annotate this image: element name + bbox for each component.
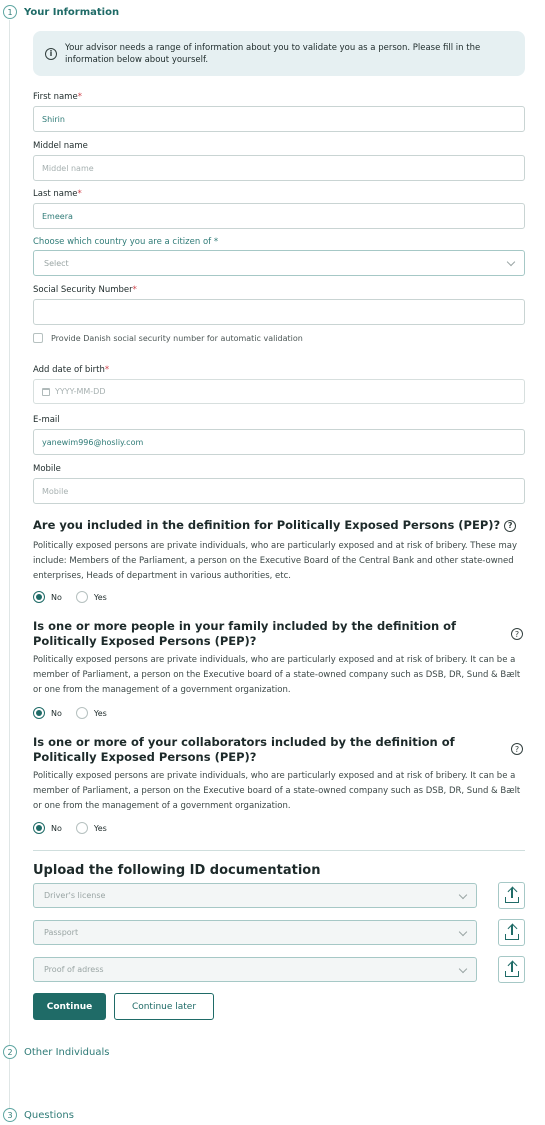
help-icon[interactable]: ? <box>511 628 523 640</box>
mobile-input[interactable] <box>33 478 525 504</box>
calendar-icon <box>42 388 50 396</box>
last-name-input[interactable] <box>33 203 525 229</box>
first-name-label: First name* <box>33 92 82 102</box>
step-title: Questions <box>24 1109 74 1121</box>
info-banner <box>33 31 525 76</box>
country-select[interactable] <box>33 250 525 276</box>
continue-later-button[interactable]: Continue later <box>114 993 214 1020</box>
step-title: Other Individuals <box>24 1046 110 1058</box>
family-pep-radio-no-label: No <box>51 708 62 718</box>
first-name-input[interactable] <box>33 106 525 132</box>
help-icon[interactable]: ? <box>504 520 516 532</box>
upload-passport-button[interactable] <box>498 919 525 946</box>
ssn-validation-label: Provide Danish social security number for automatic validation <box>51 333 303 343</box>
family-pep-radio-no[interactable] <box>33 707 45 719</box>
collaborators-pep-radio-no[interactable] <box>33 822 45 834</box>
middle-name-input[interactable] <box>33 155 525 181</box>
pep-radio-yes[interactable] <box>76 591 88 603</box>
section-divider <box>33 850 525 851</box>
last-name-label: Last name* <box>33 189 82 199</box>
help-icon[interactable]: ? <box>511 743 523 755</box>
country-placeholder: Select <box>44 258 69 268</box>
chevron-down-icon <box>459 928 467 936</box>
collaborators-pep-radio-yes-label: Yes <box>93 823 107 833</box>
step-number: 1 <box>3 5 17 19</box>
info-icon: i <box>45 48 57 60</box>
family-pep-radio-yes-label: Yes <box>93 708 107 718</box>
document-type-label: Passport <box>44 928 79 937</box>
proof-of-address-select[interactable] <box>33 957 477 982</box>
pep-question-description: Politically exposed persons are private individuals, who are particularly exposed and at risk of bribery. These may include: Members of the Parliament, a person on the Executive Board of the Central Bank and other state-owned enterprises, Heads of department in various authorities, etc. <box>33 541 517 581</box>
ssn-input[interactable] <box>33 299 525 325</box>
drivers-license-select[interactable] <box>33 883 477 908</box>
pep-radio-no-label: No <box>51 592 62 602</box>
document-type-label: Driver's license <box>44 891 106 900</box>
chevron-down-icon <box>459 965 467 973</box>
stepper-line <box>9 20 10 1110</box>
step-title: Your Information <box>24 6 120 18</box>
step-number: 3 <box>3 1108 17 1122</box>
document-type-label: Proof of adress <box>44 965 104 974</box>
country-label: Choose which country you are a citizen of * <box>33 237 219 247</box>
dob-label: Add date of birth* <box>33 365 110 375</box>
upload-section-title: Upload the following ID documentation <box>33 863 321 878</box>
info-text: Your advisor needs a range of information about you to validate you as a person. Please fill in the information below about yourself. <box>65 42 481 65</box>
mobile-label: Mobile <box>33 464 61 474</box>
ssn-label: Social Security Number* <box>33 285 137 295</box>
family-pep-radio-yes[interactable] <box>76 707 88 719</box>
ssn-validation-option[interactable] <box>33 333 303 343</box>
step-your-information[interactable] <box>3 5 119 19</box>
step-other-individuals[interactable] <box>3 1045 109 1059</box>
upload-proof-of-address-button[interactable] <box>498 956 525 983</box>
collaborators-pep-radio-group <box>33 822 115 834</box>
collaborators-pep-question-description: Politically exposed persons are private individuals, who are particularly exposed and at risk of bribery. It can be a member of Parliament, a person on the Executive board of a state-owned company such as DSB, DR, Sund & Bælt or one from the management of a government organization. <box>33 771 521 811</box>
middle-name-label: Middel name <box>33 141 88 151</box>
step-number: 2 <box>3 1045 17 1059</box>
chevron-down-icon <box>459 891 467 899</box>
collaborators-pep-question-title: Is one or more of your collaborators included by the definition of Politically Exposed Persons (PEP)? <box>33 735 455 764</box>
upload-drivers-license-button[interactable] <box>498 882 525 909</box>
dob-placeholder: YYYY-MM-DD <box>55 387 106 396</box>
step-questions[interactable] <box>3 1108 74 1122</box>
email-label: E-mail <box>33 415 60 425</box>
email-input[interactable] <box>33 429 525 455</box>
family-pep-question-description: Politically exposed persons are private individuals, who are particularly exposed and at risk of bribery. It can be a member of Parliament, a person on the Executive board of a state-owned company such as DSB, DR, Sund & Bælt or one from the management of a government organization. <box>33 655 521 695</box>
dob-input[interactable] <box>33 379 525 404</box>
chevron-down-icon <box>507 258 515 266</box>
collaborators-pep-radio-yes[interactable] <box>76 822 88 834</box>
passport-select[interactable] <box>33 920 477 945</box>
family-pep-question-title: Is one or more people in your family included by the definition of Politically Exposed Persons (PEP)? <box>33 619 457 648</box>
pep-radio-yes-label: Yes <box>93 592 107 602</box>
family-pep-radio-group <box>33 707 115 719</box>
pep-question-title: Are you included in the definition for Politically Exposed Persons (PEP)? ? <box>33 518 528 533</box>
ssn-validation-checkbox[interactable] <box>33 333 43 343</box>
collaborators-pep-radio-no-label: No <box>51 823 62 833</box>
pep-radio-no[interactable] <box>33 591 45 603</box>
pep-radio-group <box>33 591 115 603</box>
continue-button[interactable]: Continue <box>33 993 106 1020</box>
